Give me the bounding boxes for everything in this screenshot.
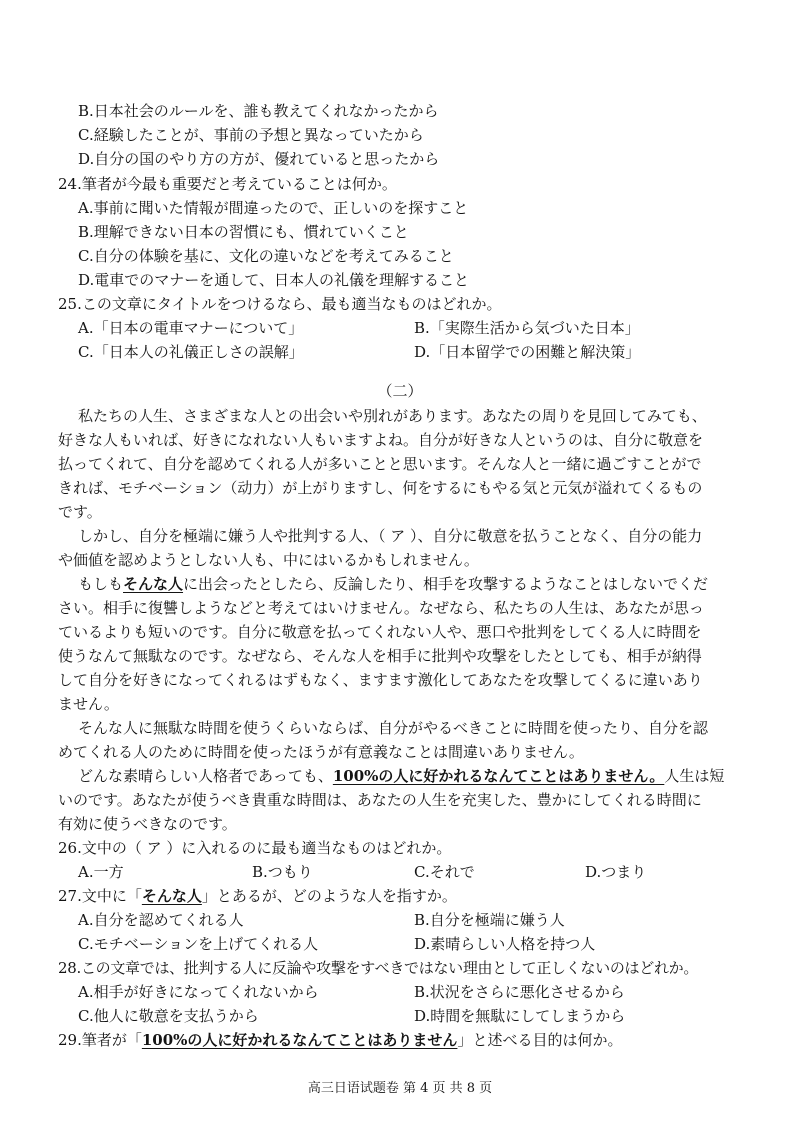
passage-text: もしも [78, 575, 124, 593]
passage-line: して自分を好きになってくれるはずもなく、ますます激化してあなたを攻撃してくるに違いあり [58, 671, 703, 689]
passage-line: しかし、自分を極端に嫌う人や批判する人、（ ア ）、自分に敬意を払うことなく、自分の能力 [78, 527, 703, 545]
q24-question: 24.筆者が今最も重要だと考えていることは何か。 [58, 175, 397, 193]
q28-question: 28.この文章では、批判する人に反論や攻撃をすべきではない理由として正しくないのはどれか。 [58, 959, 699, 977]
q25-question: 25.この文章にタイトルをつけるなら、最も適当なものはどれか。 [58, 295, 502, 313]
question-text: 」と述べる目的は何か。 [457, 1031, 623, 1049]
passage-line: ているよりも短いのです。自分に敬意を払ってくれない人や、悪口や批判をしてくる人に時間を [58, 623, 702, 641]
q24-option-c: C.自分の体験を基に、文化の違いなどを考えてみること [78, 247, 454, 265]
q28-option-b: B.状況をさらに悪化させるから [414, 983, 625, 1001]
passage-line: 有効に使うべきなのです。 [58, 815, 237, 833]
section-title: （二） [377, 382, 423, 400]
page-footer: 高三日语试题卷 第 4 页 共 8 页 [307, 1081, 493, 1096]
q24-option-a: A.事前に聞いた情報が間違ったので、正しいのを探すこと [78, 199, 469, 217]
q23-option-c: C.経験したことが、事前の予想と異なっていたから [78, 126, 424, 144]
question-text: 29.筆者が「 [58, 1031, 142, 1049]
q27-question [58, 886, 457, 906]
passage-line [78, 574, 708, 594]
passage-line: 使うなんて無駄なのです。なぜなら、そんな人を相手に批判や攻撃をしたとしても、相手が納得 [58, 647, 702, 665]
q28-option-d: D.時間を無駄にしてしまうから [414, 1007, 626, 1025]
question-text: 27.文中に「 [58, 887, 142, 905]
q25-option-c: C.「日本人の礼儀正しさの誤解」 [78, 343, 304, 361]
passage-line: いのです。あなたが使うべき貴重な時間は、あなたの人生を充実した、豊かにしてくれる時間に [58, 791, 702, 809]
q24-option-b: B.理解できない日本の習慣にも、慣れていくこと [78, 223, 409, 241]
q23-option-b: B.日本社会のルールを、誰も教えてくれなかったから [78, 102, 439, 120]
passage-line: 払ってくれて、自分を認めてくれる人が多いことと思います。そんな人と一緒に過ごすことがで [58, 455, 702, 473]
passage-line [78, 766, 724, 786]
underlined-phrase-100percent: 100%の人に好かれるなんてことはありません [141, 1031, 458, 1049]
q26-option-c: C.それで [414, 863, 475, 881]
passage-text: どんな素晴らしい人格者であっても、 [78, 767, 333, 785]
underlined-phrase-sonnahito: そんな人 [123, 575, 184, 593]
q26-option-d: D.つまり [585, 863, 647, 881]
passage-line: きれば、モチベーション（动力）が上がりますし、何をするにもやる気と元気が溢れてくるもの [58, 479, 703, 497]
q24-option-d: D.電車でのマナーを通して、日本人の礼儀を理解すること [78, 271, 469, 289]
q27-option-c: C.モチベーションを上げてくれる人 [78, 935, 319, 953]
q29-question [58, 1030, 622, 1050]
q25-option-a: A.「日本の電車マナーについて」 [78, 319, 304, 337]
question-text: 」とあるが、どのような人を指すか。 [201, 887, 457, 905]
q27-option-b: B.自分を極端に嫌う人 [414, 911, 565, 929]
passage-line: です。 [58, 503, 102, 521]
q28-option-a: A.相手が好きになってくれないから [78, 983, 319, 1001]
passage-line: ません。 [58, 695, 119, 713]
q23-option-d: D.自分の国のやり方の方が、優れていると思ったから [78, 150, 440, 168]
passage-text: に出会ったとしたら、反論したり、相手を攻撃するようなことはしないでくだ [183, 575, 709, 593]
q26-question: 26.文中の（ ア ）に入れるのに最も適当なものはどれか。 [58, 839, 452, 857]
q26-option-b: B.つもり [252, 863, 313, 881]
q27-option-d: D.素晴らしい人格を持つ人 [414, 935, 596, 953]
passage-text: 人生は短 [664, 767, 725, 785]
underlined-phrase-100percent: 100%の人に好かれるなんてことはありません。 [332, 767, 665, 785]
passage-line: や価値を認めようとしない人も、中にはいるかもしれません。 [58, 551, 479, 569]
passage-line: 好きな人もいれば、好きになれない人もいますよね。自分が好きな人というのは、自分に敬意を [58, 431, 704, 449]
passage-line: 私たちの人生、さまざまな人との出会いや別れがあります。あなたの周りを見回してみても、 [78, 407, 707, 425]
q26-option-a: A.一方 [78, 863, 124, 881]
q27-option-a: A.自分を認めてくれる人 [78, 911, 244, 929]
q25-option-d: D.「日本留学での困難と解決策」 [414, 343, 641, 361]
underlined-phrase-sonnahito: そんな人 [141, 887, 202, 905]
passage-line: さい。相手に復讐しようなどと考えてはいけません。なぜなら、私たちの人生は、あなたが思っ [58, 599, 704, 617]
q25-option-b: B.「実際生活から気づいた日本」 [414, 319, 640, 337]
passage-line: そんな人に無駄な時間を使うくらいならば、自分がやるべきことに時間を使ったり、自分を認 [78, 719, 709, 737]
q28-option-c: C.他人に敬意を支払うから [78, 1007, 259, 1025]
passage-line: めてくれる人のために時間を使ったほうが有意義なことは間違いありません。 [58, 743, 584, 761]
